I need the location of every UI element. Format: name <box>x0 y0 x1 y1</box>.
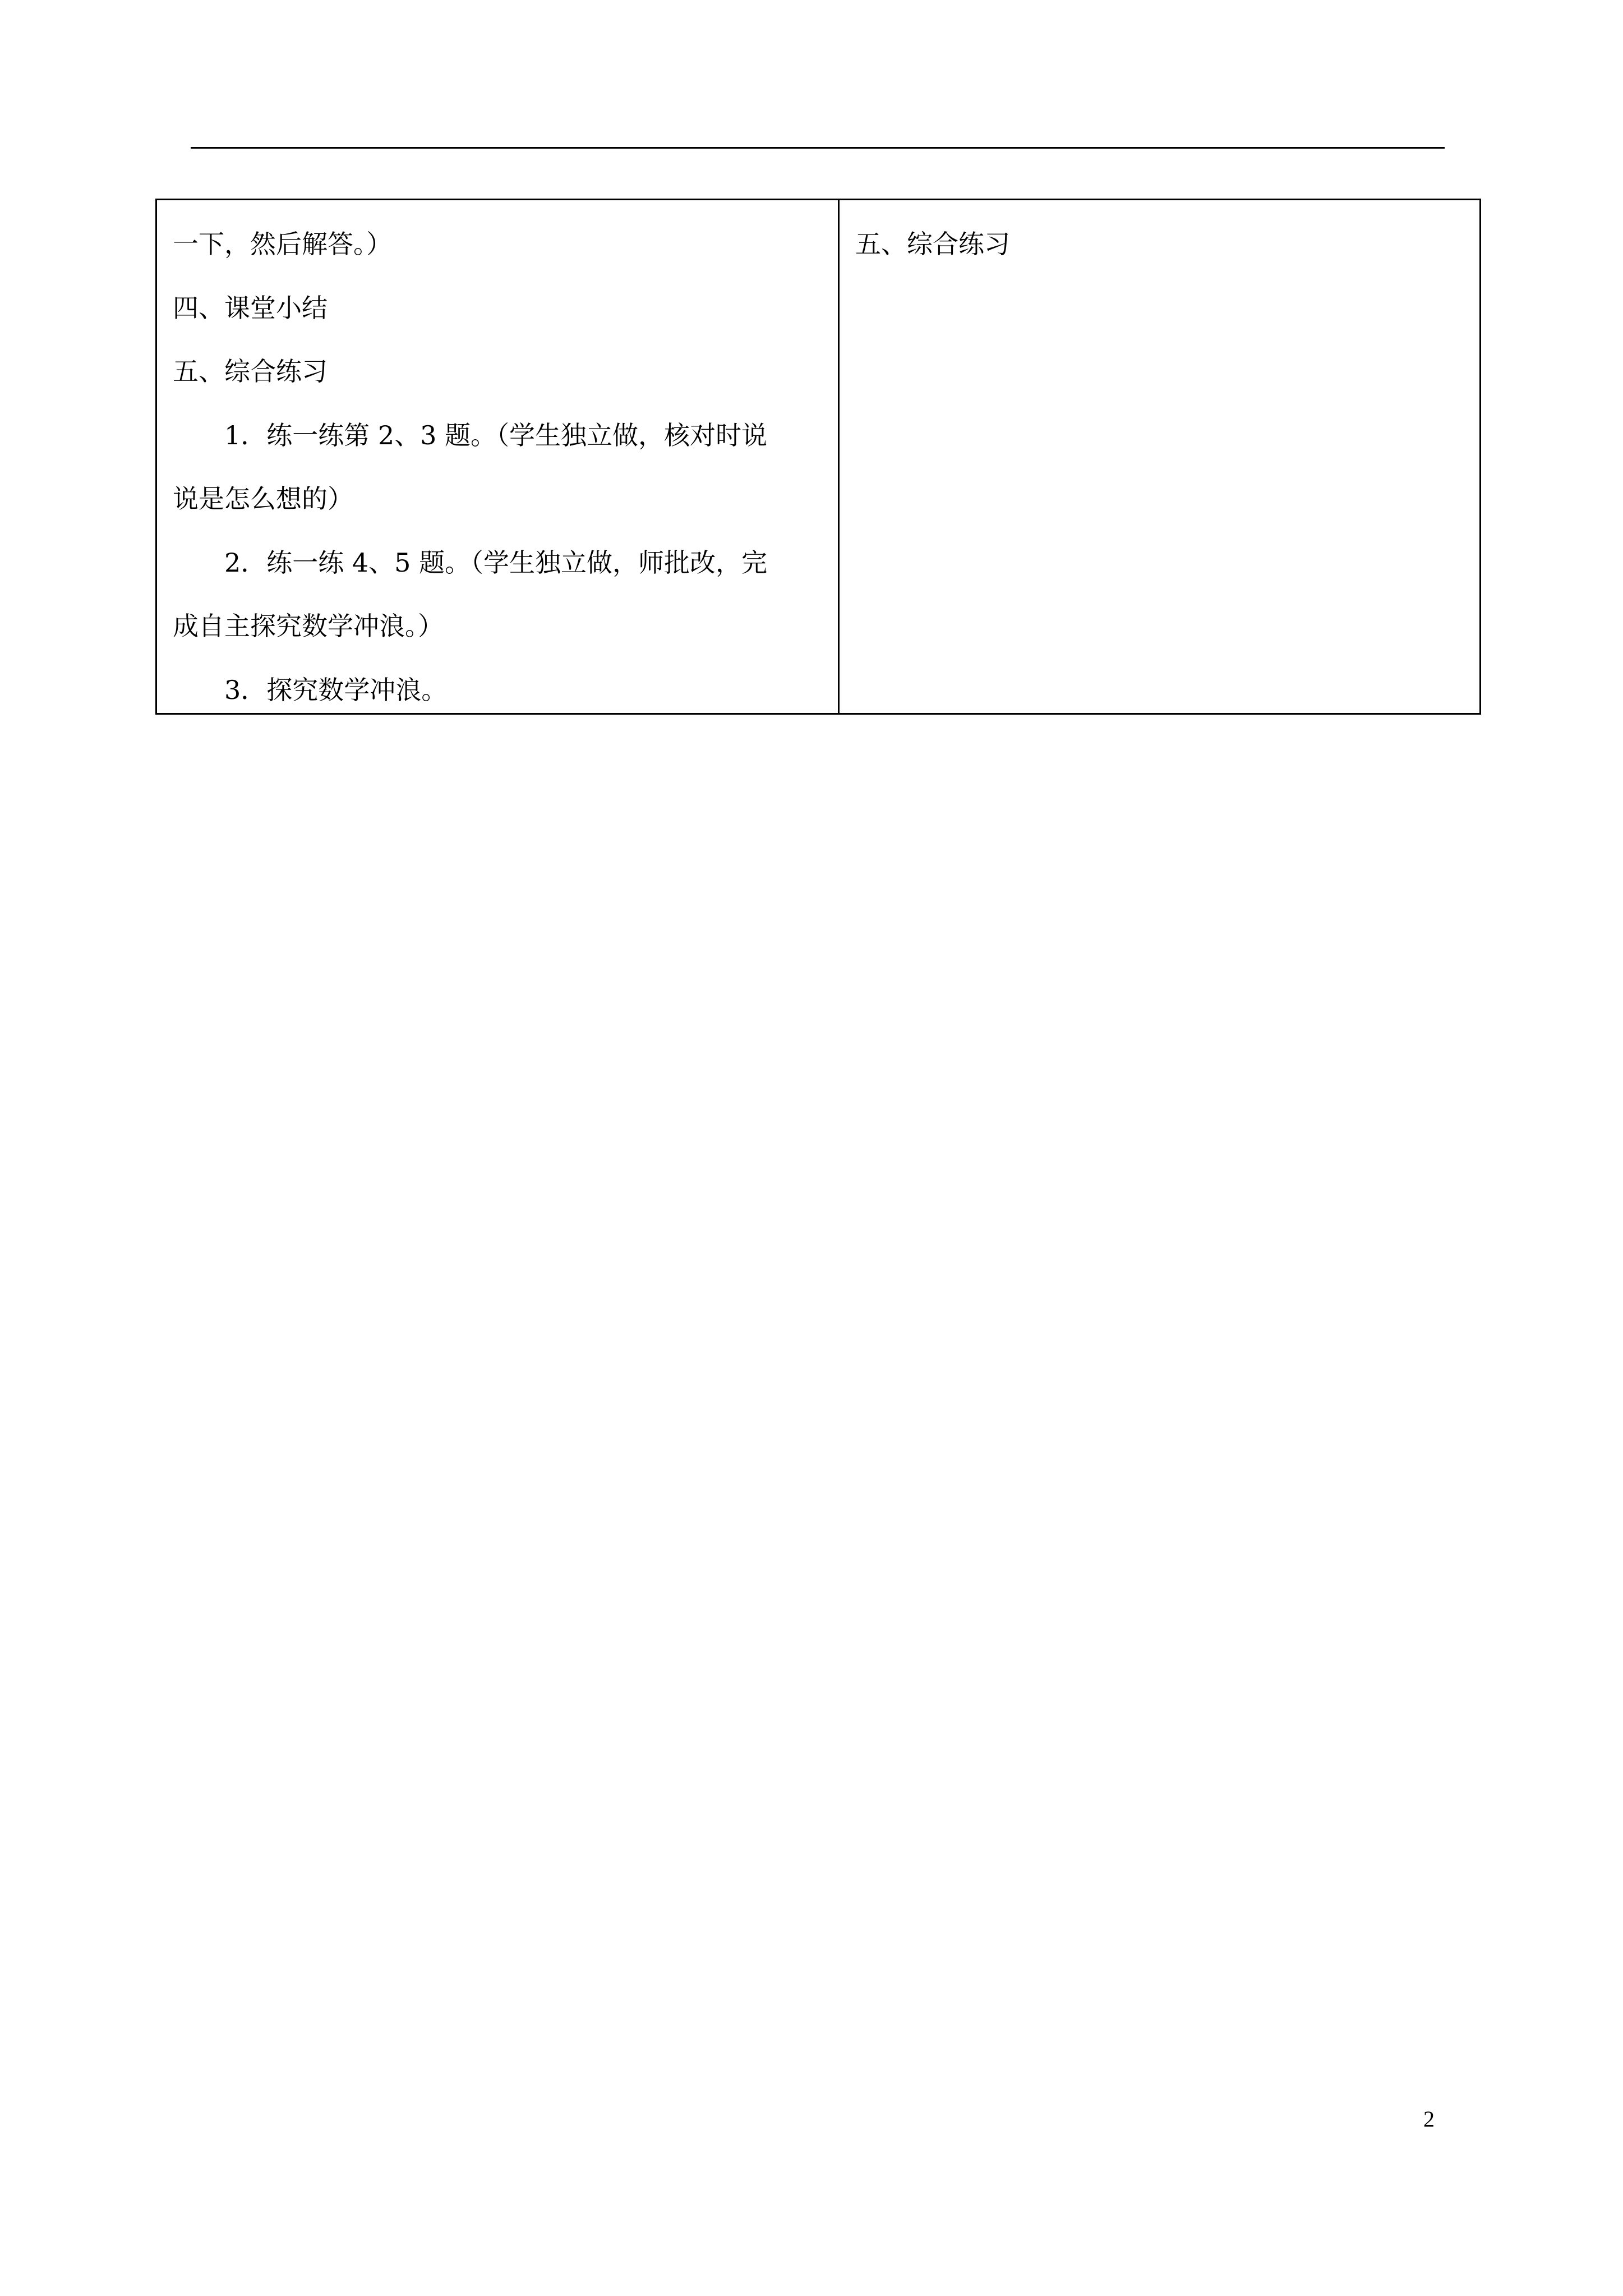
practice-item-1-continued: 说是怎么想的） <box>173 484 353 514</box>
section-heading-practice: 五、综合练习 <box>173 356 328 386</box>
practice-item-1: 1．练一练第 2、3 题。（学生独立做，核对时说 <box>224 420 768 450</box>
student-activity-column <box>840 200 1479 713</box>
practice-item-3: 3．探究数学冲浪。 <box>224 674 448 705</box>
section-heading-summary: 四、课堂小结 <box>173 292 328 323</box>
text-line: 一下，然后解答。） <box>173 229 392 259</box>
practice-item-2-continued: 成自主探究数学冲浪。） <box>173 611 444 641</box>
teaching-process-column <box>157 200 840 713</box>
practice-item-2: 2．练一练 4、5 题。（学生独立做，师批改，完 <box>224 547 768 578</box>
header-rule <box>191 147 1445 149</box>
section-heading-practice-right: 五、综合练习 <box>855 229 1010 259</box>
page-number: 2 <box>1423 2106 1435 2132</box>
lesson-plan-table <box>155 199 1481 715</box>
